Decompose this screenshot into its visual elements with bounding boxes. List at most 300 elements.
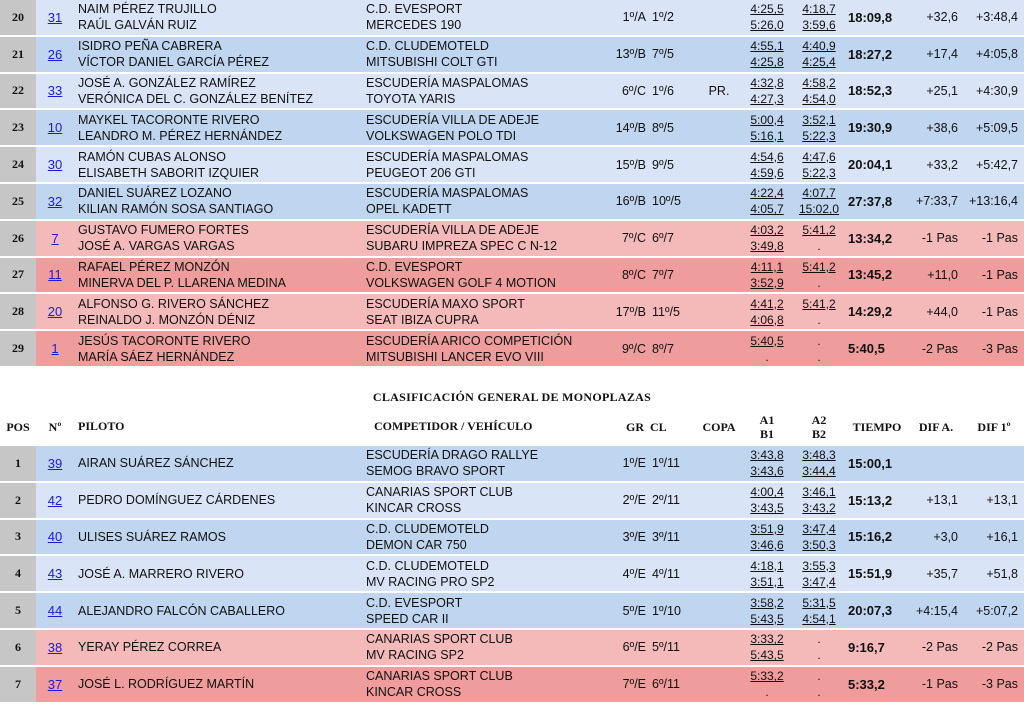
co-driver-name: RAÚL GALVÁN RUIZ [78, 18, 197, 33]
vehicle-name: KINCAR CROSS [366, 685, 462, 700]
class-position: 5º/11 [650, 630, 696, 667]
b2-wrap [792, 275, 846, 291]
time-b1: 3:49,8 [750, 239, 784, 254]
b1-wrap [742, 275, 792, 291]
class-position: 2º/11 [650, 483, 696, 520]
time-a2: 4:18,7 [802, 2, 836, 17]
driver-name: DANIEL SUÁREZ LOZANO [78, 186, 232, 201]
group-position: 9º/C [598, 331, 650, 368]
competitor-vehicle-cell [364, 630, 598, 667]
total-time: 15:16,2 [846, 520, 908, 557]
time-b2: . [817, 312, 821, 327]
co-driver-name: MINERVA DEL P. LLARENA MEDINA [78, 275, 286, 290]
header-pos: POS [0, 408, 36, 446]
stage-times-2 [792, 110, 846, 147]
position: 25 [0, 184, 36, 221]
total-time: 13:34,2 [846, 221, 908, 258]
driver-name: ALFONSO G. RIVERO SÁNCHEZ [78, 296, 270, 311]
stage-times-1 [742, 593, 792, 630]
co-driver-name: JOSÉ A. VARGAS VARGAS [78, 239, 235, 254]
diff-previous: +13,1 [908, 483, 964, 520]
cup [696, 37, 742, 74]
competitor-name: ESCUDERÍA VILLA DE ADEJE [366, 112, 539, 127]
position: 26 [0, 221, 36, 258]
diff-previous: -2 Pas [908, 331, 964, 368]
b2-wrap [792, 611, 846, 627]
b1-wrap [742, 165, 792, 181]
table-row [0, 556, 1024, 593]
group-position: 14º/B [598, 110, 650, 147]
a1-wrap [742, 631, 792, 647]
competitor-name: CANARIAS SPORT CLUB [366, 669, 513, 684]
position: 22 [0, 74, 36, 111]
header-copa: COPA [696, 408, 742, 446]
time-b2: . [817, 685, 821, 700]
diff-previous: +11,0 [908, 258, 964, 295]
time-b2: 5:22,3 [802, 165, 836, 180]
group-position: 3º/E [598, 520, 650, 557]
diff-first: -1 Pas [964, 258, 1024, 295]
a2-wrap [792, 259, 846, 275]
group-position: 4º/E [598, 556, 650, 593]
stage-times-1 [742, 667, 792, 704]
a1-wrap [742, 668, 792, 684]
driver-name: ALEJANDRO FALCÓN CABALLERO [78, 603, 286, 618]
competitor-vehicle-cell [364, 184, 598, 221]
b2-wrap [792, 17, 846, 33]
table-row [0, 483, 1024, 520]
car-number-cell [36, 221, 74, 258]
stage-times-2 [792, 593, 846, 630]
total-time: 15:51,9 [846, 556, 908, 593]
time-a1: 4:03,2 [750, 223, 784, 238]
b2-wrap [792, 201, 846, 217]
time-a1: 3:33,2 [750, 632, 784, 647]
car-number-link[interactable]: 38 [47, 639, 63, 655]
driver-name: JOSÉ A. MARRERO RIVERO [78, 566, 245, 581]
car-number-link[interactable]: 1 [51, 341, 59, 357]
cup [696, 593, 742, 630]
competitor-vehicle-cell [364, 667, 598, 704]
table-row [0, 184, 1024, 221]
table-row [0, 520, 1024, 557]
competitor-name: C.D. CLUDEMOTELD [366, 39, 489, 54]
vehicle-name: SPEED CAR II [366, 611, 449, 626]
time-b2: 4:54,1 [802, 611, 836, 626]
car-number-cell [36, 446, 74, 483]
a2-wrap [792, 222, 846, 238]
driver-name: JOSÉ L. RODRÍGUEZ MARTÍN [78, 677, 255, 692]
cup [696, 221, 742, 258]
vehicle-name: SUBARU IMPREZA SPEC C N-12 [366, 239, 558, 254]
car-number-link[interactable]: 30 [47, 157, 63, 173]
time-b1: 4:27,3 [750, 91, 784, 106]
time-b2: 3:59,6 [802, 18, 836, 33]
b2-wrap [792, 647, 846, 663]
header-tiempo: TIEMPO [846, 408, 908, 446]
total-time: 18:09,8 [846, 0, 908, 37]
vehicle-name: DEMON CAR 750 [366, 537, 467, 552]
b1-wrap [742, 17, 792, 33]
driver-name: MAYKEL TACORONTE RIVERO [78, 112, 260, 127]
competitor-name: CANARIAS SPORT CLUB [366, 632, 513, 647]
header-a1-b1 [742, 408, 792, 446]
group-position: 6º/E [598, 630, 650, 667]
a1-wrap [742, 447, 792, 463]
driver-name: RAFAEL PÉREZ MONZÓN [78, 259, 230, 274]
group-position: 16º/B [598, 184, 650, 221]
stage-times-2 [792, 0, 846, 37]
header-a1: A1 [759, 412, 775, 427]
position: 6 [0, 630, 36, 667]
time-a1: 4:25,5 [750, 2, 784, 17]
car-number-cell [36, 258, 74, 295]
cup [696, 184, 742, 221]
cup [696, 446, 742, 483]
header-piloto: PILOTO [74, 408, 364, 446]
time-b1: 4:59,6 [750, 165, 784, 180]
b1-wrap [742, 91, 792, 107]
b1-wrap [742, 128, 792, 144]
diff-first: +4:30,9 [964, 74, 1024, 111]
table-row [0, 667, 1024, 704]
stage-times-1 [742, 520, 792, 557]
competitor-name: ESCUDERÍA MASPALOMAS [366, 149, 529, 164]
a1-wrap [742, 149, 792, 165]
car-number-link[interactable]: 11 [48, 267, 62, 283]
driver-cell [74, 556, 364, 593]
diff-previous: -1 Pas [908, 667, 964, 704]
competitor-name: ESCUDERÍA MASPALOMAS [366, 186, 529, 201]
a1-wrap [742, 1, 792, 17]
time-b1: . [765, 685, 769, 700]
group-position: 1º/E [598, 446, 650, 483]
cup [696, 258, 742, 295]
a2-wrap [792, 296, 846, 312]
time-b1: 3:43,5 [750, 501, 784, 516]
a1-wrap [742, 558, 792, 574]
time-a2: 4:47,6 [802, 149, 836, 164]
time-b1: . [765, 349, 769, 364]
time-b2: . [817, 648, 821, 663]
driver-cell [74, 110, 364, 147]
competitor-name: C.D. CLUDEMOTELD [366, 521, 489, 536]
cup [696, 483, 742, 520]
car-number-cell [36, 593, 74, 630]
competitor-name: C.D. EVESPORT [366, 595, 463, 610]
time-b1: 4:25,8 [750, 55, 784, 70]
table-row [0, 294, 1024, 331]
car-number-link[interactable]: 42 [47, 492, 63, 508]
results-table-monoplazas [0, 408, 1024, 704]
diff-previous [908, 446, 964, 483]
vehicle-name: MITSUBISHI LANCER EVO VIII [366, 349, 544, 364]
competitor-name: ESCUDERÍA ARICO COMPETICIÓN [366, 333, 573, 348]
competitor-vehicle-cell [364, 258, 598, 295]
b2-wrap [792, 500, 846, 516]
total-time: 15:00,1 [846, 446, 908, 483]
time-a1: 5:40,5 [750, 333, 784, 348]
position: 27 [0, 258, 36, 295]
a1-wrap [742, 185, 792, 201]
stage-times-1 [742, 184, 792, 221]
vehicle-name: PEUGEOT 206 GTI [366, 165, 476, 180]
position: 5 [0, 593, 36, 630]
competitor-vehicle-cell [364, 520, 598, 557]
diff-first: -3 Pas [964, 331, 1024, 368]
stage-times-2 [792, 556, 846, 593]
time-a2: 5:41,2 [802, 259, 836, 274]
class-position: 8º/5 [650, 110, 696, 147]
vehicle-name: TOYOTA YARIS [366, 91, 456, 106]
time-a1: 4:54,6 [750, 149, 784, 164]
time-b2: . [817, 349, 821, 364]
competitor-vehicle-cell [364, 483, 598, 520]
stage-times-1 [742, 221, 792, 258]
diff-previous: +33,2 [908, 147, 964, 184]
table-row [0, 331, 1024, 368]
diff-previous: +35,7 [908, 556, 964, 593]
table-row [0, 37, 1024, 74]
time-a1: 5:33,2 [750, 669, 784, 684]
b1-wrap [742, 647, 792, 663]
table-row [0, 446, 1024, 483]
header-dif-1: DIF 1º [964, 408, 1024, 446]
position: 1 [0, 446, 36, 483]
class-position: 8º/7 [650, 331, 696, 368]
time-a2: 3:47,4 [802, 521, 836, 536]
a2-wrap [792, 149, 846, 165]
monoplazas-title: CLASIFICACIÓN GENERAL DE MONOPLAZAS [0, 386, 1024, 408]
class-position: 7º/7 [650, 258, 696, 295]
table-row [0, 593, 1024, 630]
b1-wrap [742, 500, 792, 516]
stage-times-1 [742, 74, 792, 111]
class-position: 10º/5 [650, 184, 696, 221]
a1-wrap [742, 521, 792, 537]
time-a2: . [817, 333, 821, 348]
driver-name: ISIDRO PEÑA CABRERA [78, 39, 222, 54]
vehicle-name: MITSUBISHI COLT GTI [366, 55, 498, 70]
vehicle-name: SEMOG BRAVO SPORT [366, 464, 506, 479]
time-b1: 5:16,1 [750, 128, 784, 143]
position: 3 [0, 520, 36, 557]
driver-cell [74, 331, 364, 368]
group-position: 7º/E [598, 667, 650, 704]
time-b1: 3:46,6 [750, 537, 784, 552]
diff-first [964, 446, 1024, 483]
class-position: 6º/7 [650, 221, 696, 258]
class-position: 9º/5 [650, 147, 696, 184]
time-a2: 5:31,5 [802, 595, 836, 610]
a2-wrap [792, 333, 846, 349]
stage-times-1 [742, 556, 792, 593]
time-a1: 4:55,1 [750, 39, 784, 54]
b1-wrap [742, 684, 792, 700]
time-b2: 5:22,3 [802, 128, 836, 143]
time-a1: 4:00,4 [750, 485, 784, 500]
a1-wrap [742, 259, 792, 275]
competitor-vehicle-cell [364, 556, 598, 593]
driver-name: ULISES SUÁREZ RAMOS [78, 529, 226, 544]
time-a2: 3:46,1 [802, 485, 836, 500]
driver-cell [74, 0, 364, 37]
time-b2: . [817, 239, 821, 254]
a2-wrap [792, 668, 846, 684]
driver-name: AIRAN SUÁREZ SÁNCHEZ [78, 456, 234, 471]
diff-previous: +32,6 [908, 0, 964, 37]
competitor-vehicle-cell [364, 294, 598, 331]
position: 7 [0, 667, 36, 704]
car-number-link[interactable]: 7 [51, 230, 59, 246]
cup [696, 294, 742, 331]
time-b2: 3:47,4 [802, 574, 836, 589]
total-time: 18:27,2 [846, 37, 908, 74]
time-b1: 5:43,5 [750, 648, 784, 663]
a1-wrap [742, 296, 792, 312]
competitor-vehicle-cell [364, 37, 598, 74]
total-time: 15:13,2 [846, 483, 908, 520]
diff-first: +13,1 [964, 483, 1024, 520]
time-b2: 3:43,2 [802, 501, 836, 516]
time-a2: 4:07,7 [802, 186, 836, 201]
driver-name: JOSÉ A. GONZÁLEZ RAMÍREZ [78, 75, 256, 90]
class-position: 11º/5 [650, 294, 696, 331]
competitor-vehicle-cell [364, 0, 598, 37]
cup [696, 331, 742, 368]
car-number-cell [36, 520, 74, 557]
diff-previous: +4:15,4 [908, 593, 964, 630]
diff-first: +4:05,8 [964, 37, 1024, 74]
diff-previous: +25,1 [908, 74, 964, 111]
stage-times-2 [792, 630, 846, 667]
stage-times-1 [742, 147, 792, 184]
driver-cell [74, 74, 364, 111]
diff-first: +5:09,5 [964, 110, 1024, 147]
b2-wrap [792, 165, 846, 181]
time-b1: 3:52,9 [750, 275, 784, 290]
co-driver-name: REINALDO J. MONZÓN DÉNIZ [78, 312, 256, 327]
cup [696, 0, 742, 37]
time-a2: 5:41,2 [802, 223, 836, 238]
header-dif-a: DIF A. [908, 408, 964, 446]
competitor-vehicle-cell [364, 221, 598, 258]
driver-cell [74, 593, 364, 630]
stage-times-2 [792, 74, 846, 111]
cup [696, 147, 742, 184]
time-a2: 5:41,2 [802, 296, 836, 311]
car-number-link[interactable]: 44 [47, 603, 63, 619]
driver-cell [74, 483, 364, 520]
stage-times-1 [742, 294, 792, 331]
car-number-cell [36, 294, 74, 331]
driver-name: GUSTAVO FUMERO FORTES [78, 223, 249, 238]
car-number-cell [36, 184, 74, 221]
diff-first: +13:16,4 [964, 184, 1024, 221]
car-number-link[interactable]: 26 [47, 46, 63, 62]
position: 20 [0, 0, 36, 37]
car-number-link[interactable]: 33 [47, 83, 63, 99]
vehicle-name: VOLKSWAGEN GOLF 4 MOTION [366, 275, 556, 290]
diff-first: +3:48,4 [964, 0, 1024, 37]
competitor-vehicle-cell [364, 74, 598, 111]
car-number-link[interactable]: 20 [47, 304, 63, 320]
b2-wrap [792, 54, 846, 70]
header-b1: B1 [759, 426, 774, 441]
stage-times-1 [742, 446, 792, 483]
a1-wrap [742, 75, 792, 91]
class-position: 1º/2 [650, 0, 696, 37]
header-competidor: COMPETIDOR / VEHÍCULO [364, 408, 598, 446]
diff-first: -1 Pas [964, 221, 1024, 258]
time-b1: 5:26,0 [750, 18, 784, 33]
time-b1: 4:05,7 [750, 202, 784, 217]
header-cl: CL [650, 408, 696, 446]
co-driver-name: KILIAN RAMÓN SOSA SANTIAGO [78, 202, 274, 217]
car-number-link[interactable]: 39 [47, 455, 63, 471]
car-number-link[interactable]: 31 [47, 9, 63, 25]
driver-name: RAMÓN CUBAS ALONSO [78, 149, 226, 164]
competitor-vehicle-cell [364, 446, 598, 483]
stage-times-2 [792, 184, 846, 221]
car-number-link[interactable]: 10 [47, 120, 63, 136]
b2-wrap [792, 312, 846, 328]
time-a2: 3:52,1 [802, 112, 836, 127]
vehicle-name: MERCEDES 190 [366, 18, 462, 33]
a1-wrap [742, 484, 792, 500]
a2-wrap [792, 631, 846, 647]
cup [696, 556, 742, 593]
b2-wrap [792, 238, 846, 254]
group-position: 15º/B [598, 147, 650, 184]
car-number-link[interactable]: 40 [47, 529, 63, 545]
total-time: 9:16,7 [846, 630, 908, 667]
diff-first: +16,1 [964, 520, 1024, 557]
car-number-link[interactable]: 37 [47, 676, 63, 692]
competitor-name: ESCUDERÍA VILLA DE ADEJE [366, 223, 539, 238]
car-number-link[interactable]: 32 [47, 193, 63, 209]
vehicle-name: OPEL KADETT [366, 202, 452, 217]
co-driver-name: MARÍA SÁEZ HERNÁNDEZ [78, 349, 235, 364]
b1-wrap [742, 463, 792, 479]
driver-cell [74, 446, 364, 483]
stage-times-1 [742, 0, 792, 37]
car-number-cell [36, 483, 74, 520]
co-driver-name: LEANDRO M. PÉREZ HERNÁNDEZ [78, 128, 283, 143]
group-position: 5º/E [598, 593, 650, 630]
driver-name: NAIM PÉREZ TRUJILLO [78, 2, 217, 17]
co-driver-name: VERÓNICA DEL C. GONZÁLEZ BENÍTEZ [78, 91, 313, 106]
time-b1: 3:51,1 [750, 574, 784, 589]
time-b2: 3:50,3 [802, 537, 836, 552]
b1-wrap [742, 54, 792, 70]
time-a1: 4:41,2 [750, 296, 784, 311]
group-position: 17º/B [598, 294, 650, 331]
header-gr: GR [598, 408, 650, 446]
time-b2: 15:02,0 [798, 202, 840, 217]
time-b2: . [817, 275, 821, 290]
b2-wrap [792, 349, 846, 365]
competitor-vehicle-cell [364, 331, 598, 368]
time-a1: 5:00,4 [750, 112, 784, 127]
total-time: 20:04,1 [846, 147, 908, 184]
driver-cell [74, 221, 364, 258]
table-row [0, 110, 1024, 147]
car-number-cell [36, 74, 74, 111]
diff-previous: -2 Pas [908, 630, 964, 667]
car-number-link[interactable]: 43 [47, 566, 63, 582]
driver-cell [74, 37, 364, 74]
